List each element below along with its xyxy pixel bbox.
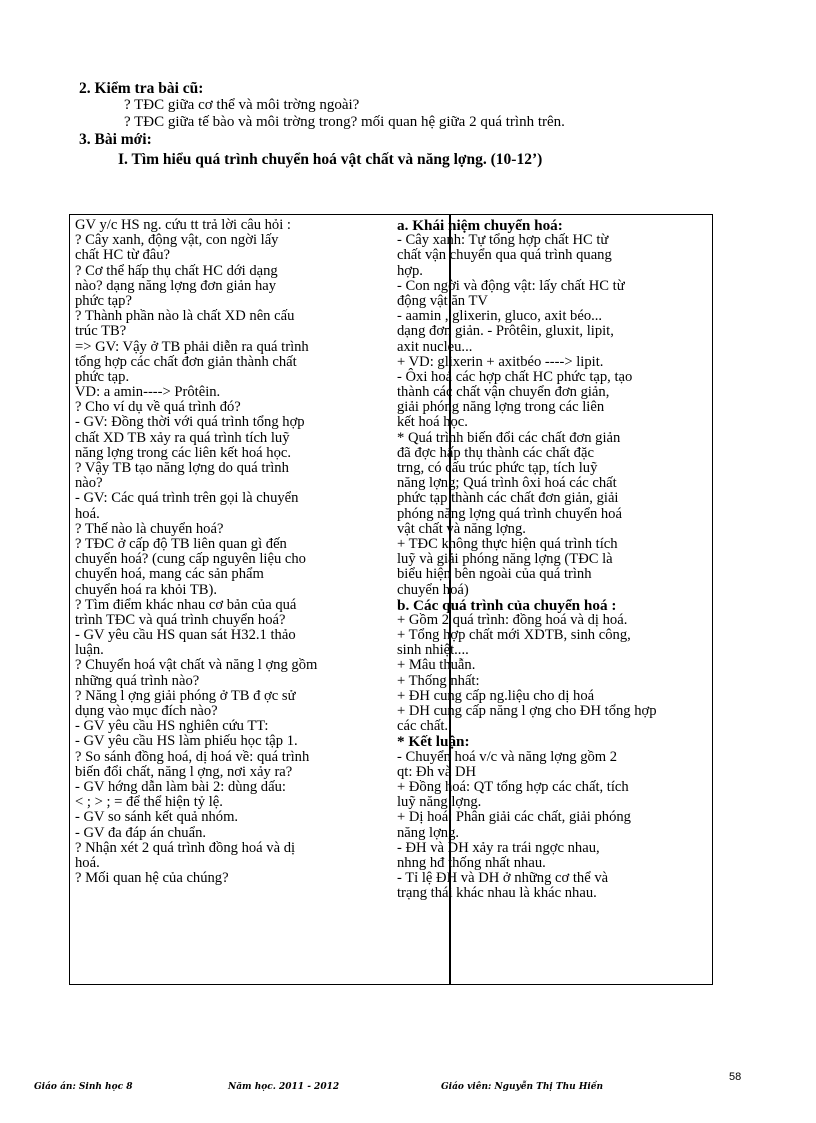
right-text-line: + Mâu thuẫn. <box>397 657 476 674</box>
right-text-line: dạng đơn giản. - Prôtêin, gluxit, lipit, <box>397 323 614 340</box>
right-text-line: + VD: glixerin + axitbéo ----> lipit. <box>397 353 604 370</box>
left-text-line: hoá. <box>75 505 100 522</box>
right-text-line: * Quá trình biến đổi các chất đơn giản <box>397 429 621 446</box>
left-text-line: - GV so sánh kết quả nhóm. <box>75 809 239 826</box>
right-text-line: động vật ăn TV <box>397 292 488 309</box>
left-text-line: - GV hớng dẫn làm bài 2: dùng dấu: <box>75 778 286 795</box>
right-text-line: giải phóng năng lợng trong các liên <box>397 399 605 416</box>
right-text-line: sinh nhiệt.... <box>397 642 469 659</box>
right-text-line: + Tổng hợp chất mới XDTB, sinh công, <box>397 627 631 644</box>
right-text-line: axit nucleu... <box>397 338 473 355</box>
left-text-line: chuyển hoá, mang các sản phẩm <box>75 566 264 583</box>
right-text-line: + Gồm 2 quá trình: đồng hoá và dị hoá. <box>397 611 628 628</box>
right-text-line: trng, có cấu trúc phức tạp, tích luỹ <box>397 460 598 476</box>
lesson-table <box>69 214 713 985</box>
right-text-line: + Thống nhất: <box>397 672 480 689</box>
left-text-line: năng lợng trong các liên kết hoá học. <box>75 444 292 461</box>
left-text-line: GV y/c HS ng. cứu tt trả lời câu hỏi : <box>75 217 291 233</box>
left-text-line: - GV: Các quá trình trên gọi là chuyển <box>75 490 299 507</box>
left-text-line: luận. <box>75 642 104 659</box>
right-text-line: + Dị hoá: Phân giải các chất, giải phóng <box>397 809 631 826</box>
right-text-line: qt: Đh và DH <box>397 763 477 780</box>
part-b-body <box>397 613 704 735</box>
left-text-line: ? Mối quan hệ của chúng? <box>75 870 229 887</box>
right-text-line: năng lợng; Quá trình ôxi hoá các chất <box>397 475 617 492</box>
left-text-line: ? Cho ví dụ về quá trình đó? <box>75 399 241 416</box>
left-text-line: - GV yêu cầu HS làm phiếu học tập 1. <box>75 733 298 750</box>
lesson-subtitle: I. Tìm hiểu quá trình chuyển hoá vật chất và năng lợng. (10-12’) <box>118 151 543 168</box>
right-text-line: trạng thái khác nhau là khác nhau. <box>397 885 597 902</box>
left-text-line: chất XD TB xảy ra quá trình tích luỹ <box>75 429 290 446</box>
review-question-2: ? TĐC giữa tế bào và môi trờng trong? mối quan hệ giữa 2 quá trình trên. <box>124 114 565 130</box>
left-text-line: biến đổi chất, năng l ợng, nơi xảy ra? <box>75 763 293 780</box>
left-text-line: - GV: Đồng thời với quá trình tổng hợp <box>75 414 305 431</box>
footer-subject: Giáo án: Sinh học 8 <box>34 1082 133 1092</box>
left-text-line: hoá. <box>75 854 100 871</box>
right-text-line: + TĐC không thực hiện quá trình tích <box>397 535 618 552</box>
content-column <box>397 218 704 901</box>
left-text-line: phức tạp. <box>75 368 130 385</box>
right-text-line: - Cây xanh: Tự tổng hợp chất HC từ <box>397 232 609 249</box>
left-text-line: ? Thành phần nào là chất XD nên cấu <box>75 308 295 325</box>
right-text-line: + Đồng hoá: QT tổng hợp các chất, tích <box>397 778 629 795</box>
left-text-line: nào? <box>75 475 103 492</box>
left-text-line: ? TĐC ở cấp độ TB liên quan gì đến <box>75 535 287 552</box>
page-number: 58 <box>729 1071 742 1083</box>
left-text-line: chất HC từ đâu? <box>75 247 171 264</box>
left-text-line: chuyển hoá? (cung cấp nguyên liệu cho <box>75 551 306 568</box>
left-text-line: ? Tìm điểm khác nhau cơ bản của quá <box>75 596 297 613</box>
left-text-line: ? Cơ thể hấp thụ chất HC dới dạng <box>75 262 278 279</box>
right-text-line: hợp. <box>397 262 423 279</box>
right-text-line: luỹ năng lợng. <box>397 794 482 811</box>
left-text-line: => GV: Vậy ở TB phải diễn ra quá trình <box>75 338 309 355</box>
left-text-line: ? Thế nào là chuyển hoá? <box>75 520 224 537</box>
right-text-line: - ĐH và DH xảy ra trái ngợc nhau, <box>397 839 600 856</box>
left-text-line: - GV yêu cầu HS quan sát H32.1 thảo <box>75 627 296 644</box>
right-text-line: đã đợc hấp thụ thành các chất đặc <box>397 444 594 461</box>
part-b-heading: b. Các quá trình của chuyển hoá : <box>397 596 617 614</box>
left-text-line: tổng hợp các chất đơn giản thành chất <box>75 353 297 370</box>
right-text-line: - Con ngời và động vật: lấy chất HC từ <box>397 277 625 294</box>
right-text-line: nhng hđ thống nhất nhau. <box>397 854 546 871</box>
right-text-line: phức tạp thành các chất đơn giản, giải <box>397 490 619 507</box>
right-text-line: - Ôxi hoá các hợp chất HC phức tạp, tạo <box>397 368 633 385</box>
right-text-line: + DH cung cấp năng l ợng cho ĐH tổng hợp <box>397 703 657 719</box>
right-text-line: chất vận chuyển qua quá trình quang <box>397 247 612 264</box>
right-text-line: + ĐH cung cấp ng.liệu cho dị hoá <box>397 687 595 704</box>
conclusion-body <box>397 750 704 902</box>
right-text-line: các chất. <box>397 718 449 735</box>
right-text-line: - Chuyển hoá v/c và năng lợng gồm 2 <box>397 748 618 765</box>
right-text-line: năng lợng. <box>397 824 460 841</box>
part-a-heading: a. Khái niệm chuyển hoá: <box>397 217 563 234</box>
right-text-line: phóng năng lợng quá trình chuyển hoá <box>397 505 622 522</box>
left-text-line: nào? dạng năng lợng đơn giản hay <box>75 277 277 294</box>
right-text-line: thành các chất vận chuyển đơn giản, <box>397 384 610 401</box>
right-text-line: chuyển hoá) <box>397 581 469 598</box>
teacher-activities-column <box>75 218 380 886</box>
review-question-1: ? TĐC giữa cơ thể và môi trờng ngoài? <box>124 97 360 113</box>
section-3-title: 3. Bài mới: <box>79 131 152 148</box>
right-text-line: - aamin , glixerin, gluco, axit béo... <box>397 308 603 325</box>
left-text-line: ? Năng l ợng giải phóng ở TB đ ợc sử <box>75 687 296 704</box>
left-text-line: dụng vào mục đích nào? <box>75 703 218 719</box>
left-text-line: ? Vậy TB tạo năng lợng do quá trình <box>75 460 289 476</box>
footer-teacher: Giáo viên: Nguyễn Thị Thu Hiền <box>441 1082 604 1092</box>
left-text-line: - GV yêu cầu HS nghiên cứu TT: <box>75 718 269 735</box>
left-text-line: - GV đa đáp án chuẩn. <box>75 824 207 841</box>
left-text-line: chuyển hoá ra khỏi TB). <box>75 581 217 598</box>
left-text-line: < ; > ; = để thể hiện tỷ lệ. <box>75 794 223 811</box>
right-text-line: biểu hiện bên ngoài của quá trình <box>397 566 592 583</box>
section-2-title: 2. Kiểm tra bài cũ: <box>79 80 204 97</box>
left-text-line: ? So sánh đồng hoá, dị hoá về: quá trình <box>75 748 310 765</box>
left-text-line: trình TĐC và quá trình chuyển hoá? <box>75 611 286 628</box>
left-text-line: những quá trình nào? <box>75 672 200 689</box>
right-text-line: - Tỉ lệ ĐH và DH ở những cơ thể và <box>397 870 609 887</box>
right-text-line: luỹ và giải phóng năng lợng (TĐC là <box>397 551 613 568</box>
left-text-line: ? Cây xanh, động vật, con ngời lấy <box>75 232 279 249</box>
left-text-line: phức tạp? <box>75 292 132 309</box>
right-text-line: kết hoá học. <box>397 414 468 431</box>
left-text-line: trúc TB? <box>75 323 127 340</box>
left-text-line: VD: a amin----> Prôtêin. <box>75 384 221 401</box>
footer-year: Năm học. 2011 - 2012 <box>228 1082 340 1092</box>
right-text-line: vật chất và năng lợng. <box>397 520 526 537</box>
part-a-body <box>397 233 704 598</box>
left-text-line: ? Nhận xét 2 quá trình đồng hoá và dị <box>75 839 296 856</box>
conclusion-heading: * Kết luận: <box>397 733 470 751</box>
left-text-line: ? Chuyển hoá vật chất và năng l ợng gồm <box>75 657 318 674</box>
